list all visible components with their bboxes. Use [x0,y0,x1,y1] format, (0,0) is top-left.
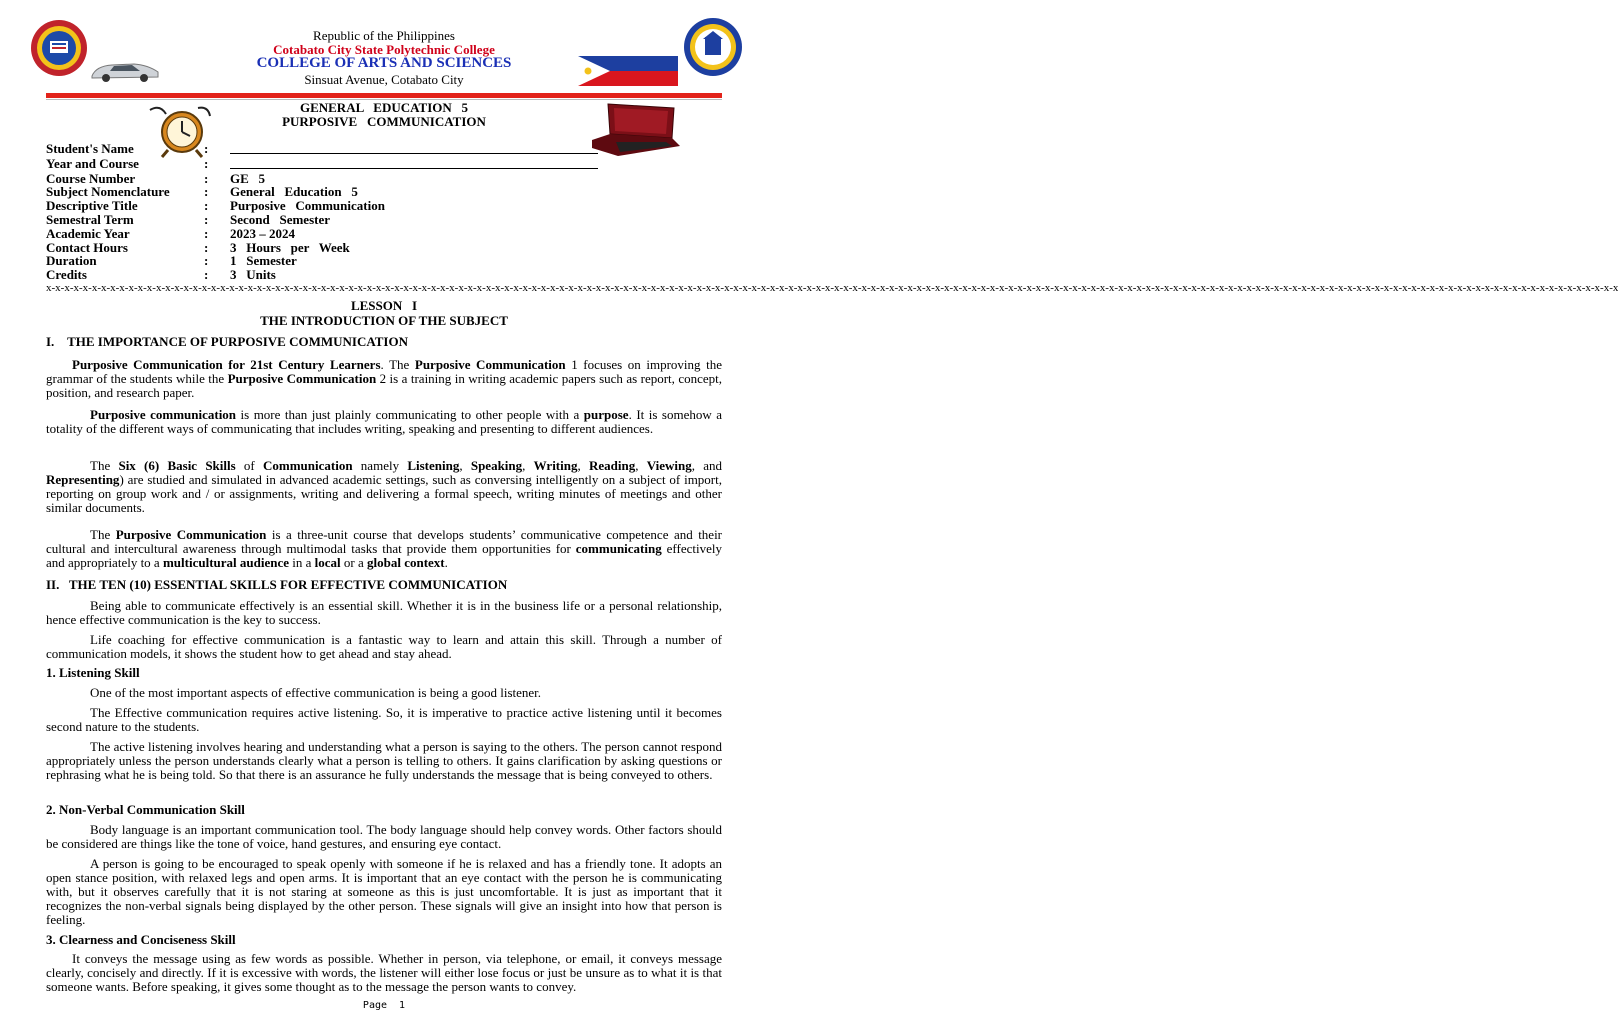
paragraph-text: Being able to communicate effectively is an essential skill. Whether it is in the business life or a personal relationship, hence effective communication is the key to success. [46,598,722,627]
info-colon: : [204,198,209,214]
info-label: Year and Course [46,155,139,171]
info-label: Duration [46,253,97,269]
section-2-paragraph-2 [46,633,722,661]
text-run: The [90,458,119,473]
info-value: GE 5 [230,170,266,186]
bold-run: Purposive communication [90,407,237,422]
skill-3-paragraph-1 [46,952,722,994]
republic-line: Republic of the Philippines [313,28,455,43]
bold-run: Six (6) Basic Skills [118,458,236,473]
bold-run: purpose [583,407,629,422]
rich-paragraph [46,408,722,436]
course-title-text1: GENERAL EDUCATION 5 [299,100,469,115]
info-value: 1 Semester [230,253,297,269]
skill-3-heading: 3. Clearness and Conciseness Skill [46,932,236,947]
text-run: . The [380,357,415,372]
info-colon: : [204,170,209,186]
info-row [46,241,598,255]
text-run: , [522,458,534,473]
text-run: in a [289,555,315,570]
course-info-table [46,142,598,282]
info-label: Subject Nomenclature [46,184,170,200]
info-value: 3 Hours per Week [230,239,350,255]
bold-run: Viewing [646,458,692,473]
info-colon: : [204,155,209,171]
skill-1-paragraph-1 [46,686,722,700]
department-name: COLLEGE OF ARTS AND SCIENCES [256,55,512,71]
course-title-text2: PURPOSIVE COMMUNICATION [282,114,486,129]
info-value: Purposive Communication [230,198,385,214]
paragraph-text: Body language is an important communication tool. The body language should help convey words. Other factors should be considered are things like the tone of voice, hand gestures, and ensuring eye contact. [46,822,722,851]
lesson-title: THE INTRODUCTION OF THE SUBJECT [260,313,508,328]
bold-run: Purposive Communication [227,371,377,386]
paragraph-text: The Effective communication requires active listening. So, it is imperative to practice active listening until it becomes second nature to the students. [46,705,722,734]
text-run: The [90,527,116,542]
text-run: is more than just plainly communicating to other people with a [236,407,584,422]
paragraph-text: Life coaching for effective communication is a fantastic way to learn and attain this skill. Through a number of communication models, it shows the student how to get ahead and stay ahead. [46,632,722,661]
bold-run: local [314,555,341,570]
separator-line: x-x-x-x-x-x-x-x-x-x-x-x-x-x-x-x-x-x-x-x-x-x-x-x-x-x-x-x-x-x-x-x-x-x-x-x-x-x-x-x-x-x-x-x-x-x-x-x-x-x-x-x-x-x-x-x-x-x-x-x-x-x-x-x-x-x-x-x-x-x-x-x-x-x-x-x-x-x-x-x-x-x-x-x-x-x-x-x-x-x-x-x-x-x-x-x-x-x-x-x-x-x-x-x-x-x-x-x-x-x-x-x-x-x-x-x-x-x-x-x-x-x-x-x-x-x-x-x-x-x-x-x-x-x-x-x-x-x-x-x-x-x-x-x-x-x-x-x-x-x-x-x-x-x-x-x-x-x-x-x-x-x-x-x-x-x-x-x-x-x-x-x [46,282,1618,294]
info-row [46,227,598,241]
section-2-paragraph-1 [46,599,722,627]
skill-1-paragraph-2 [46,706,722,734]
info-colon: : [204,141,209,156]
text-run: is a three-unit course that develops students’ communicative competence and their cultural and intercultural awareness through multimodal tasks that provide them opportunities for [46,527,723,556]
info-value: Second Semester [230,211,331,227]
info-colon: : [204,267,209,283]
info-row [46,199,598,213]
info-label: Credits [46,267,87,283]
info-value: General Education 5 [230,184,358,200]
text-run: 2 is a training in writing academic papers such as report, concept, position, and research paper. [46,371,723,400]
paragraph-text: It conveys the message using as few words as possible. Whether in person, via telephone, or email, it conveys message clearly, concisely and directly. If it is excessive with words, the listener will either lose focus or just be unsure as to what it is that someone wants. Before speaking, it gives some thought as to the message the person wants to convey. [46,951,722,994]
info-colon: : [204,211,209,227]
rich-paragraph [46,459,722,515]
bold-run: Purposive Communication for 21st Century Learners [72,357,381,372]
bold-run: Listening [407,458,460,473]
rich-paragraph [46,358,722,400]
fill-in-blank[interactable] [230,142,598,157]
info-row [46,142,598,157]
blank-line[interactable] [230,142,598,154]
skill-1-heading: 1. Listening Skill [46,665,140,680]
section-2-heading: II. THE TEN (10) ESSENTIAL SKILLS FOR EFFECTIVE COMMUNICATION [46,577,508,592]
skill-2-paragraph-2 [46,857,722,927]
text-run: of [235,458,263,473]
skill-2-heading: 2. Non-Verbal Communication Skill [46,802,245,817]
text-run: , [459,458,471,473]
info-row [46,172,598,186]
paragraph-text: A person is going to be encouraged to speak openly with someone if he is relaxed and has a friendly tone. It adopts an open stance position, with relaxed legs and open arms. It is important that an eye contact with the person he is communicating with, but it observes carefully that it is not staring at someone as this is just uncomfortable. It is just as important that it recognizes the non-verbal signals being displayed by the other person. These signals will give an insight into how that person is feeling. [46,856,722,927]
section-1-paragraph-2 [46,408,722,436]
text-run: , [635,458,647,473]
text-run: namely [352,458,408,473]
address-line: Sinsuat Avenue, Cotabato City [304,72,464,87]
info-label: Descriptive Title [46,198,138,214]
section-1-heading: I. THE IMPORTANCE OF PURPOSIVE COMMUNICATION [46,334,408,349]
text-run: . It is somehow a totality of the different ways of communicating that includes writing, speaking and presenting to different audiences. [46,407,722,436]
bold-run: multicultural audience [162,555,289,570]
page-number: Page 1 [362,1000,406,1011]
info-colon: : [204,253,209,269]
text-run: , [577,458,589,473]
rich-paragraph [46,528,722,570]
bold-run: global context [367,555,445,570]
bold-run: Communication [263,458,353,473]
college-name: Cotabato City State Polytechnic College [273,42,495,57]
fill-in-blank[interactable] [230,157,598,172]
paragraph-text: The active listening involves hearing and understanding what a person is saying to the others. The person cannot respond appropriately unless the person understands clearly what a person is telling to others. It gains clarification by asking questions or rephrasing what he is being told. So that there is an assurance he fully understands the message that is being conveyed to others. [46,739,722,782]
blank-line[interactable] [230,157,598,169]
info-colon: : [204,239,209,255]
bold-run: Purposive Communication [414,357,566,372]
lesson-number [0,298,768,314]
text-run: , and [691,458,723,473]
info-row [46,254,598,268]
bold-run: Reading [588,458,636,473]
bold-run: Representing [46,472,120,487]
lesson-number-text: LESSON I [350,298,418,313]
info-value: 2023 – 2024 [230,225,295,241]
info-colon: : [204,225,209,241]
info-colon: : [204,184,209,200]
paragraph-text: One of the most important aspects of effective communication is being a good listener. [90,685,542,700]
info-label: Course Number [46,170,136,186]
section-1-paragraph-4 [46,528,722,570]
info-label: Semestral Term [46,211,134,227]
text-run: . [444,555,448,570]
bold-run: Purposive Communication [115,527,267,542]
bold-run: communicating [575,541,662,556]
text-run: effectively and appropriately to a [46,541,722,570]
text-run: 1 focuses on improving the grammar of the students while the [46,357,722,386]
course-title-line2 [0,114,768,130]
info-label: Contact Hours [46,239,128,255]
section-1-paragraph-3 [46,459,722,515]
header-divider [46,93,722,98]
bold-run: Speaking [470,458,523,473]
course-info [46,142,598,282]
info-row [46,268,598,282]
text-run: or a [340,555,367,570]
info-value: 3 Units [230,267,276,283]
info-row [46,213,598,227]
section-1-paragraph-1 [46,358,722,400]
info-row [46,157,598,172]
text-run: ) are studied and simulated in advanced academic settings, such as conversing intelligently on a subject of import, reporting on group work and / or assignments, writing and delivering a formal speech, writing minutes of meetings and other similar documents. [46,472,722,515]
info-label: Student's Name [46,141,134,156]
skill-1-paragraph-3 [46,740,722,782]
skill-2-paragraph-1 [46,823,722,851]
info-label: Academic Year [46,225,130,241]
bold-run: Writing [533,458,578,473]
info-row [46,185,598,199]
